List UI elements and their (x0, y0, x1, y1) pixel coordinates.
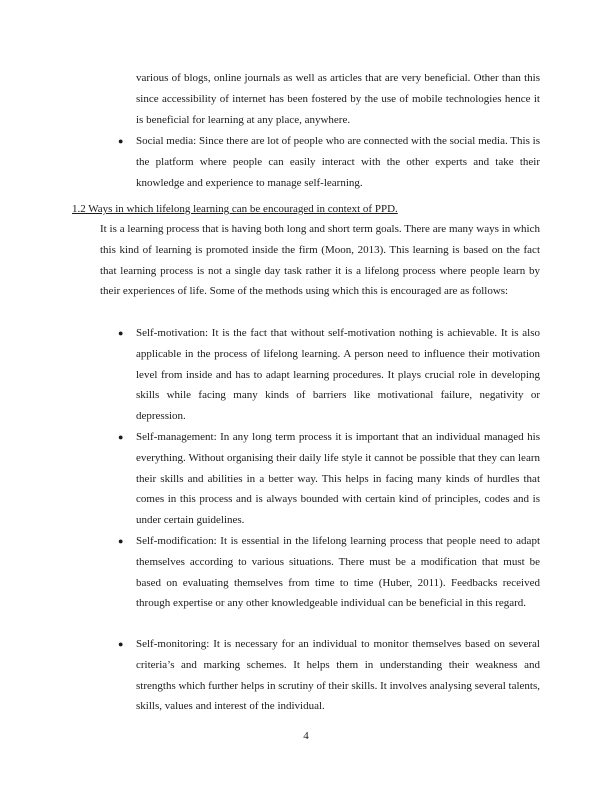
page-number: 4 (303, 730, 309, 742)
bullet-icon: ● (118, 536, 124, 546)
bullet-self-modification: Self-modification: It is essential in the lifelong learning process that people need to adapt themselves according to various situations. There must be a modification that must be based on evaluating themselves from time to time (Huber, 2011). Feedbacks received through expertise or any other knowledgeable individual can be beneficial in this regard. (136, 535, 540, 610)
bullet-self-motivation: Self-motivation: It is the fact that without self-motivation nothing is achievable. It is also applicable in the process of lifelong learning. A person need to influence their motivation level from inside and has to adapt learning procedures. It plays crucial role in developing skills while facing many kinds of barriers like motivational failure, negativity or depression. (136, 327, 540, 423)
bullet-icon: ● (118, 639, 124, 649)
intro-paragraph: It is a learning process that is having both long and short term goals. There are many ways in which this kind of learning is promoted inside the firm (Moon, 2013). This learning is based on the fact that learning process is not a single day task rather it is a lifelong process where people learn by their experiences of life. Some of the methods using which this is encouraged are as follows: (100, 223, 540, 298)
bullet-icon: ● (118, 432, 124, 442)
bullet-icon: ● (118, 136, 124, 146)
continuation-paragraph: various of blogs, online journals as well as articles that are very beneficial. Other than this since accessibility of internet has been fostered by the use of mobile technologies hence it is beneficial for learning at any place, anywhere. (136, 72, 540, 126)
bullet-self-management: Self-management: In any long term process it is important that an individual managed his everything. Without organising their daily life style it cannot be possible that they can learn their skills and abilities in a better way. This helps in facing many kinds of hurdles that comes in this process and is always bounded with certain kind of principles, codes and is under certain guidelines. (136, 431, 540, 527)
bullet-social-media: Social media: Since there are lot of people who are connected with the social media. This is the platform where people can easily interact with the other experts and take their knowledge and experience to manage self-learning. (136, 135, 540, 189)
bullet-icon: ● (118, 328, 124, 338)
bullet-self-monitoring: Self-monitoring: It is necessary for an individual to monitor themselves based on several criteria’s and marking schemes. It helps them in understanding their weakness and strengths which further helps in scrutiny of their skills. It involves analysing several talents, skills, values and interest of the individual. (136, 638, 540, 713)
section-heading: 1.2 Ways in which lifelong learning can be encouraged in context of PPD. (72, 203, 398, 215)
